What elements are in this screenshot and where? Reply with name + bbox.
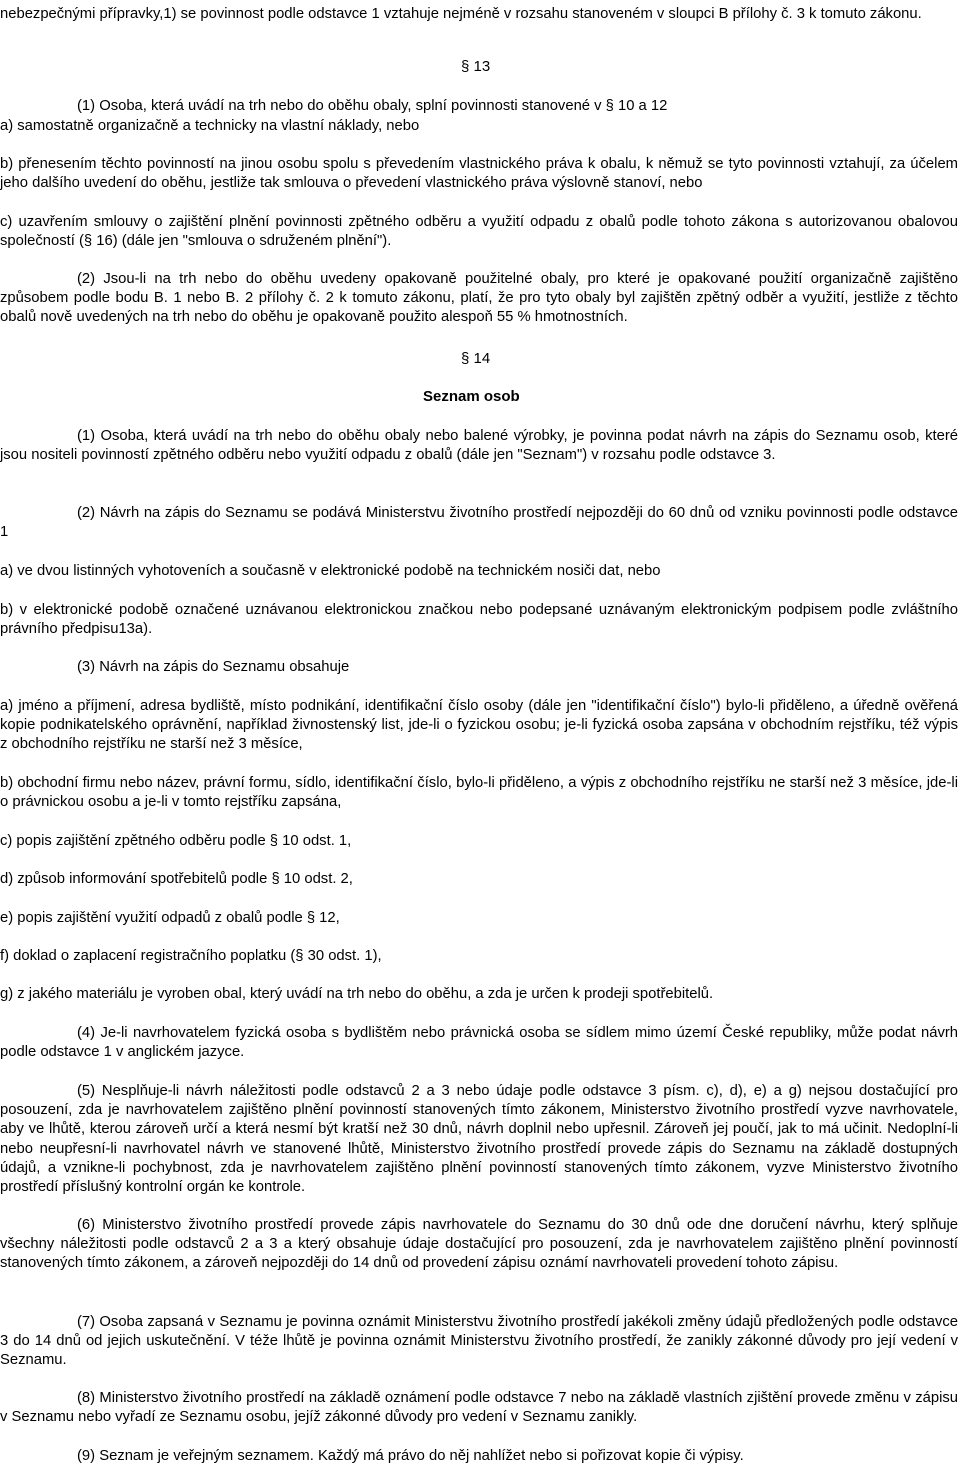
section-number: 14 [473, 350, 491, 367]
s14-paragraph-9: (9) Seznam je veřejným seznamem. Každý má právo do něj nahlížet nebo si pořizovat kopie či výpisy. [77, 1448, 744, 1464]
s14-paragraph-2-item-a: a) ve dvou listinných vyhotoveních a současně v elektronické podobě na technickém nosiči dat, nebo [0, 563, 661, 579]
s14-paragraph-5: (5) Nesplňuje-li návrh náležitosti podle odstavců 2 a 3 nebo údaje podle odstavce 3 písm. c), d), e) a g) nejsou dostačující pro posouzení, zda je navrhovatelem zajištěno plnění povinností stanovených tímto zákonem, Ministerstvo životního prostředí vyzve navrhovatele, aby ve lhůtě, kterou zároveň určí a která nesmí být kratší než 30 dnů, návrh doplnil nebo upřesnil. Zároveň jej poučí, jak to má učinit. Nedoplní-li nebo neupřesní-li navrhovatel návrh ve stanovené lhůtě, Ministerstvo životního prostředí provede zápis do Seznamu na základě dostupných údajů, a vznikne-li pochybnost, zda je navrhovatelem zajištěno plnění povinností stanovených tímto zákonem, vyzve Ministerstvo životního prostředí příslušný kontrolní orgán ke kontrole. [0, 1083, 958, 1196]
s14-paragraph-2-item-b: b) v elektronické podobě označené uznávanou elektronickou značkou nebo podepsané uznávaným elektronickým podpisem podle zvláštního právního předpisu13a). [0, 602, 958, 638]
s14-paragraph-7: (7) Osoba zapsaná v Seznamu je povinna oznámit Ministerstvu životního prostředí jakékoli změny údajů předložených podle odstavce 3 do 14 dnů od jejich uskutečnění. V téže lhůtě je povinna oznámit Ministerstvu životního prostředí, že zanikly zákonné důvody pro její vedení v Seznamu. [0, 1314, 958, 1369]
section-title: Seznam osob [423, 388, 520, 405]
s13-paragraph-2: (2) Jsou-li na trh nebo do oběhu uvedeny opakovaně použitelné obaly, pro které je opakované použití organizačně zajištěno způsobem podle bodu B. 1 nebo B. 2 přílohy č. 2 k tomuto zákonu, platí, že pro tyto obaly byl zajištěn zpětný odběr a využití, jestliže z těchto obalů nově uvedených na trh nebo do oběhu je opakovaně použito alespoň 55 % hmotnostních. [0, 271, 958, 326]
s14-paragraph-3-item-b: b) obchodní firmu nebo název, právní formu, sídlo, identifikační číslo, bylo-li přiděleno, a výpis z obchodního rejstříku ne starší než 3 měsíce, jde-li o právnickou osobu a je-li v tomto rejstříku zapsána, [0, 775, 958, 811]
s14-paragraph-3-item-c: c) popis zajištění zpětného odběru podle § 10 odst. 1, [0, 833, 352, 849]
s14-paragraph-2: (2) Návrh na zápis do Seznamu se podává Ministerstvu životního prostředí nejpozději do 60 dnů od vzniku povinnosti podle odstavce 1 [0, 505, 958, 541]
s14-paragraph-1: (1) Osoba, která uvádí na trh nebo do oběhu obaly nebo balené výrobky, je povinna podat návrh na zápis do Seznamu osob, které jsou nositeli povinností zpětného odběru nebo využití odpadu z obalů (dále jen "Seznam") v rozsahu podle odstavce 3. [0, 428, 958, 464]
section-14-heading [461, 349, 490, 368]
s14-paragraph-3-item-g: g) z jakého materiálu je vyroben obal, který uvádí na trh nebo do oběhu, a zda je určen k prodeji spotřebitelů. [0, 986, 714, 1002]
section-mark: § [461, 350, 470, 367]
s13-item-c: c) uzavřením smlouvy o zajištění plnění povinnosti zpětného odběru a využití odpadu z obalů podle tohoto zákona s autorizovanou obalovou společností (§ 16) (dále jen "smlouva o sdruženém plnění"). [0, 214, 958, 250]
s14-paragraph-4: (4) Je-li navrhovatelem fyzická osoba s bydlištěm nebo právnická osoba se sídlem mimo území České republiky, může podat návrh podle odstavce 1 v anglickém jazyce. [0, 1025, 958, 1061]
s14-paragraph-3-item-e: e) popis zajištění využití odpadů z obalů podle § 12, [0, 910, 340, 926]
s13-item-a: a) samostatně organizačně a technicky na vlastní náklady, nebo [0, 118, 420, 134]
s14-paragraph-3: (3) Návrh na zápis do Seznamu obsahuje [77, 659, 350, 675]
s14-paragraph-3-item-a: a) jméno a příjmení, adresa bydliště, místo podnikání, identifikační číslo osoby (dále jen "identifikační číslo") bylo-li přiděleno, a úředně ověřená kopie podnikatelského oprávnění, například živnostenský list, jde-li o fyzickou osobu; je-li fyzická osoba zapsána v obchodním rejstříku, též výpis z obchodního rejstříku ne starší než 3 měsíce, [0, 698, 958, 753]
s14-paragraph-3-item-d: d) způsob informování spotřebitelů podle § 10 odst. 2, [0, 871, 353, 887]
s13-item-b: b) přenesením těchto povinností na jinou osobu spolu s převedením vlastnického práva k obalu, k němuž se tyto povinnosti vztahují, za účelem jeho dalšího uvedení do oběhu, jestliže tak smlouva o převedení vlastnického práva výslovně stanoví, nebo [0, 156, 958, 192]
paragraph-continuation: nebezpečnými přípravky,1) se povinnost podle odstavce 1 vztahuje nejméně v rozsahu stanoveném v sloupci B přílohy č. 3 k tomuto zákonu. [0, 6, 922, 22]
s14-paragraph-3-item-f: f) doklad o zaplacení registračního poplatku (§ 30 odst. 1), [0, 948, 382, 964]
s14-paragraph-6: (6) Ministerstvo životního prostředí provede zápis navrhovatele do Seznamu do 30 dnů ode dne doručení návrhu, který splňuje všechny náležitosti podle odstavců 2 a 3 a který obsahuje údaje dostačující pro posouzení, zda je navrhovatelem zajištěno plnění povinností stanovených tímto zákonem, a zároveň nejpozději do 14 dnů od provedení zápisu oznámí navrhovateli provedení tohoto zápisu. [0, 1217, 958, 1272]
section-mark: § [461, 58, 470, 75]
s14-paragraph-8: (8) Ministerstvo životního prostředí na základě oznámení podle odstavce 7 nebo na základě vlastních zjištění provede změnu v zápisu v Seznamu nebo vyřadí ze Seznamu osobu, jejíž zákonné důvody pro vedení v Seznamu zanikly. [0, 1390, 958, 1426]
section-number: 13 [473, 58, 491, 75]
section-13-heading [461, 57, 490, 76]
s13-paragraph-1: (1) Osoba, která uvádí na trh nebo do oběhu obaly, splní povinnosti stanovené v § 10 a 12 [77, 98, 668, 114]
